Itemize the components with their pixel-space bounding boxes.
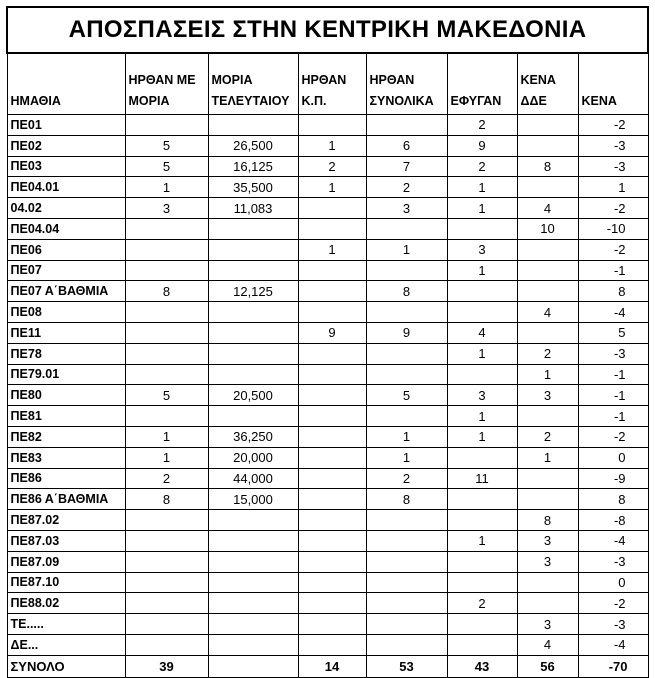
table-cell: 1 — [578, 177, 648, 198]
table-cell — [447, 281, 517, 302]
table-cell — [298, 115, 366, 136]
row-label: ΔΕ... — [7, 634, 125, 655]
table-cell — [298, 593, 366, 614]
table-row — [7, 614, 648, 635]
total-cell: 14 — [298, 655, 366, 677]
row-label: ΠΕ80 — [7, 385, 125, 406]
table-cell: 8 — [125, 281, 208, 302]
table-cell — [298, 260, 366, 281]
table-cell — [298, 406, 366, 427]
table-cell: -3 — [578, 156, 648, 177]
table-cell — [366, 302, 447, 323]
table-cell — [125, 510, 208, 531]
table-cell: -3 — [578, 551, 648, 572]
table-cell — [298, 364, 366, 385]
table-cell — [366, 343, 447, 364]
column-header: ΕΦΥΓΑΝ — [447, 53, 517, 115]
table-cell — [208, 364, 298, 385]
table-row — [7, 343, 648, 364]
table-cell — [366, 115, 447, 136]
table-cell: 3 — [447, 385, 517, 406]
table-cell — [125, 115, 208, 136]
table-cell: 2 — [517, 426, 578, 447]
table-row — [7, 322, 648, 343]
table-cell — [208, 343, 298, 364]
table-cell: 1 — [125, 426, 208, 447]
table-row — [7, 593, 648, 614]
table-cell: 15,000 — [208, 489, 298, 510]
table-cell: -4 — [578, 530, 648, 551]
table-cell: 0 — [578, 447, 648, 468]
row-label: ΠΕ08 — [7, 302, 125, 323]
table-cell: 5 — [125, 156, 208, 177]
row-label: ΠΕ02 — [7, 135, 125, 156]
row-label: ΠΕ87.09 — [7, 551, 125, 572]
table-cell: 3 — [366, 198, 447, 219]
column-header: ΗΡΘΑΝ Κ.Π. — [298, 53, 366, 115]
row-label: ΠΕ87.03 — [7, 530, 125, 551]
table-cell: 3 — [447, 239, 517, 260]
table-row — [7, 156, 648, 177]
table-cell: 5 — [125, 385, 208, 406]
table-cell: 1 — [366, 426, 447, 447]
table-cell — [208, 593, 298, 614]
table-cell — [447, 572, 517, 593]
row-label: ΤΕ..... — [7, 614, 125, 635]
table-cell: 1 — [447, 260, 517, 281]
table-cell: -3 — [578, 135, 648, 156]
table-cell: 1 — [447, 177, 517, 198]
table-cell: 5 — [125, 135, 208, 156]
table-row — [7, 177, 648, 198]
table-cell: 2 — [125, 468, 208, 489]
table-cell — [125, 364, 208, 385]
table-row — [7, 551, 648, 572]
table-cell — [298, 385, 366, 406]
table-cell: 2 — [447, 115, 517, 136]
table-cell: -2 — [578, 115, 648, 136]
total-cell: 39 — [125, 655, 208, 677]
table-row — [7, 281, 648, 302]
table-cell: -2 — [578, 198, 648, 219]
table-cell — [208, 115, 298, 136]
row-label: ΠΕ04.01 — [7, 177, 125, 198]
table-cell — [517, 468, 578, 489]
table-cell: 1 — [298, 177, 366, 198]
table-cell: 10 — [517, 218, 578, 239]
table-cell: 4 — [517, 302, 578, 323]
table-cell: 2 — [298, 156, 366, 177]
table-row — [7, 510, 648, 531]
row-label: ΠΕ88.02 — [7, 593, 125, 614]
table-cell — [125, 302, 208, 323]
secondments-table — [6, 6, 649, 678]
table-cell — [366, 510, 447, 531]
table-cell: 1 — [125, 447, 208, 468]
table-cell — [517, 281, 578, 302]
table-row — [7, 364, 648, 385]
row-label: ΠΕ07 — [7, 260, 125, 281]
table-cell: -2 — [578, 426, 648, 447]
row-label: ΠΕ82 — [7, 426, 125, 447]
row-label: ΠΕ01 — [7, 115, 125, 136]
table-cell: 1 — [447, 406, 517, 427]
table-cell — [298, 468, 366, 489]
table-cell: -4 — [578, 302, 648, 323]
table-cell: 5 — [366, 385, 447, 406]
table-cell — [517, 239, 578, 260]
table-row — [7, 530, 648, 551]
table-row — [7, 385, 648, 406]
table-row — [7, 634, 648, 655]
row-label: ΠΕ78 — [7, 343, 125, 364]
table-cell — [208, 551, 298, 572]
table-row — [7, 260, 648, 281]
table-cell: -2 — [578, 239, 648, 260]
table-cell — [447, 218, 517, 239]
table-cell: 8 — [366, 281, 447, 302]
table-cell: 6 — [366, 135, 447, 156]
table-cell — [125, 260, 208, 281]
table-row — [7, 468, 648, 489]
row-label: ΠΕ11 — [7, 322, 125, 343]
row-label: ΠΕ07 Α΄ΒΑΘΜΙΑ — [7, 281, 125, 302]
table-cell — [517, 260, 578, 281]
table-cell — [366, 364, 447, 385]
table-cell: 12,125 — [208, 281, 298, 302]
table-cell — [298, 281, 366, 302]
table-cell — [298, 343, 366, 364]
table-cell — [447, 614, 517, 635]
table-cell — [125, 218, 208, 239]
table-cell: 7 — [366, 156, 447, 177]
table-cell: 1 — [366, 447, 447, 468]
table-cell: 35,500 — [208, 177, 298, 198]
total-cell: -70 — [578, 655, 648, 677]
table-cell — [125, 551, 208, 572]
row-label: ΠΕ03 — [7, 156, 125, 177]
total-row — [7, 655, 648, 677]
table-title: ΑΠΟΣΠΑΣΕΙΣ ΣΤΗΝ ΚΕΝΤΡΙΚΗ ΜΑΚΕΔΟΝΙΑ — [7, 7, 648, 53]
table-cell — [517, 406, 578, 427]
table-cell — [517, 135, 578, 156]
table-cell: 5 — [578, 322, 648, 343]
table-cell — [517, 593, 578, 614]
row-label: ΠΕ06 — [7, 239, 125, 260]
row-label: ΠΕ86 — [7, 468, 125, 489]
table-row — [7, 489, 648, 510]
table-row — [7, 135, 648, 156]
table-row — [7, 572, 648, 593]
table-cell: -8 — [578, 510, 648, 531]
column-header: ΚΕΝΑ ΔΔΕ — [517, 53, 578, 115]
row-label: ΠΕ81 — [7, 406, 125, 427]
table-cell — [125, 614, 208, 635]
table-cell — [208, 530, 298, 551]
table-cell — [366, 634, 447, 655]
table-cell: 4 — [517, 634, 578, 655]
table-cell: -1 — [578, 385, 648, 406]
table-cell: 11 — [447, 468, 517, 489]
table-cell — [125, 406, 208, 427]
table-cell: 20,500 — [208, 385, 298, 406]
table-cell: 8 — [125, 489, 208, 510]
total-cell: 43 — [447, 655, 517, 677]
table-cell: -1 — [578, 364, 648, 385]
table-row — [7, 447, 648, 468]
table-cell — [366, 614, 447, 635]
table-cell — [125, 572, 208, 593]
table-cell — [298, 489, 366, 510]
table-cell: 36,250 — [208, 426, 298, 447]
column-header: ΚΕΝΑ — [578, 53, 648, 115]
table-cell — [208, 406, 298, 427]
row-label: ΠΕ87.02 — [7, 510, 125, 531]
row-label: ΠΕ79.01 — [7, 364, 125, 385]
table-cell: 3 — [517, 614, 578, 635]
table-cell — [366, 593, 447, 614]
table-cell: 1 — [298, 135, 366, 156]
table-cell — [366, 218, 447, 239]
table-cell: 4 — [447, 322, 517, 343]
table-cell: 1 — [447, 343, 517, 364]
row-label: ΠΕ86 Α΄ΒΑΘΜΙΑ — [7, 489, 125, 510]
table-cell: 2 — [366, 177, 447, 198]
total-label: ΣΥΝΟΛΟ — [7, 655, 125, 677]
column-header: ΜΟΡΙΑ ΤΕΛΕΥΤΑΙΟΥ — [208, 53, 298, 115]
table-cell — [208, 218, 298, 239]
table-cell — [447, 551, 517, 572]
spreadsheet — [6, 6, 647, 678]
table-cell — [298, 572, 366, 593]
table-cell: 1 — [447, 426, 517, 447]
table-cell: 26,500 — [208, 135, 298, 156]
table-cell: -3 — [578, 343, 648, 364]
table-row — [7, 239, 648, 260]
table-cell — [298, 198, 366, 219]
table-cell — [208, 302, 298, 323]
table-cell — [208, 322, 298, 343]
table-cell: -3 — [578, 614, 648, 635]
table-cell: 16,125 — [208, 156, 298, 177]
table-cell: 3 — [125, 198, 208, 219]
total-cell — [208, 655, 298, 677]
table-cell: 8 — [517, 156, 578, 177]
table-cell — [298, 614, 366, 635]
table-cell: 2 — [447, 593, 517, 614]
table-cell — [125, 530, 208, 551]
table-cell — [125, 593, 208, 614]
table-row — [7, 218, 648, 239]
table-cell — [447, 447, 517, 468]
table-cell: 0 — [578, 572, 648, 593]
table-cell: 4 — [517, 198, 578, 219]
table-cell: 44,000 — [208, 468, 298, 489]
table-cell: 1 — [298, 239, 366, 260]
table-cell: 2 — [517, 343, 578, 364]
table-cell: 20,000 — [208, 447, 298, 468]
table-cell: 8 — [578, 489, 648, 510]
table-cell: 1 — [447, 530, 517, 551]
table-cell: 1 — [366, 239, 447, 260]
table-row — [7, 406, 648, 427]
table-cell: 8 — [517, 510, 578, 531]
table-cell — [298, 530, 366, 551]
table-cell — [517, 489, 578, 510]
table-cell — [298, 447, 366, 468]
table-cell — [447, 634, 517, 655]
table-cell — [366, 260, 447, 281]
total-cell: 56 — [517, 655, 578, 677]
table-cell — [125, 239, 208, 260]
table-cell — [366, 551, 447, 572]
table-cell: 2 — [447, 156, 517, 177]
table-cell: 8 — [366, 489, 447, 510]
row-label: ΠΕ04.04 — [7, 218, 125, 239]
table-cell — [447, 364, 517, 385]
table-cell: -2 — [578, 593, 648, 614]
table-cell: -9 — [578, 468, 648, 489]
table-cell — [517, 115, 578, 136]
table-cell: 11,083 — [208, 198, 298, 219]
table-cell: 9 — [298, 322, 366, 343]
table-cell: -10 — [578, 218, 648, 239]
table-cell: 3 — [517, 385, 578, 406]
table-row — [7, 115, 648, 136]
table-cell — [366, 572, 447, 593]
table-cell — [125, 343, 208, 364]
table-cell: 9 — [447, 135, 517, 156]
table-cell — [208, 634, 298, 655]
table-cell: 1 — [517, 447, 578, 468]
table-cell: 1 — [447, 198, 517, 219]
table-cell: 3 — [517, 551, 578, 572]
table-cell: 3 — [517, 530, 578, 551]
table-body — [7, 115, 648, 656]
table-cell — [125, 322, 208, 343]
table-cell — [298, 302, 366, 323]
table-cell: -4 — [578, 634, 648, 655]
table-cell: 8 — [578, 281, 648, 302]
table-cell: 1 — [125, 177, 208, 198]
table-row — [7, 302, 648, 323]
table-cell — [298, 426, 366, 447]
table-cell — [208, 572, 298, 593]
table-cell — [298, 634, 366, 655]
table-cell — [447, 489, 517, 510]
row-label: 04.02 — [7, 198, 125, 219]
row-label: ΠΕ87.10 — [7, 572, 125, 593]
total-cell: 53 — [366, 655, 447, 677]
table-cell: 1 — [517, 364, 578, 385]
table-row — [7, 426, 648, 447]
table-cell — [208, 614, 298, 635]
column-header: ΗΡΘΑΝ ΜΕ ΜΟΡΙΑ — [125, 53, 208, 115]
table-cell — [517, 322, 578, 343]
row-label: ΠΕ83 — [7, 447, 125, 468]
table-cell — [125, 634, 208, 655]
table-row — [7, 198, 648, 219]
table-cell — [517, 177, 578, 198]
column-header: ΗΜΑΘΙΑ — [7, 53, 125, 115]
table-cell — [447, 302, 517, 323]
table-cell: 2 — [366, 468, 447, 489]
table-cell: 9 — [366, 322, 447, 343]
table-cell — [208, 239, 298, 260]
table-cell — [298, 218, 366, 239]
table-cell: -1 — [578, 406, 648, 427]
table-cell — [366, 530, 447, 551]
column-header: ΗΡΘΑΝ ΣΥΝΟΛΙΚΑ — [366, 53, 447, 115]
table-cell — [298, 510, 366, 531]
table-cell — [208, 260, 298, 281]
table-cell — [517, 572, 578, 593]
table-cell — [366, 406, 447, 427]
table-cell — [208, 510, 298, 531]
table-cell — [298, 551, 366, 572]
table-cell: -1 — [578, 260, 648, 281]
table-cell — [447, 510, 517, 531]
